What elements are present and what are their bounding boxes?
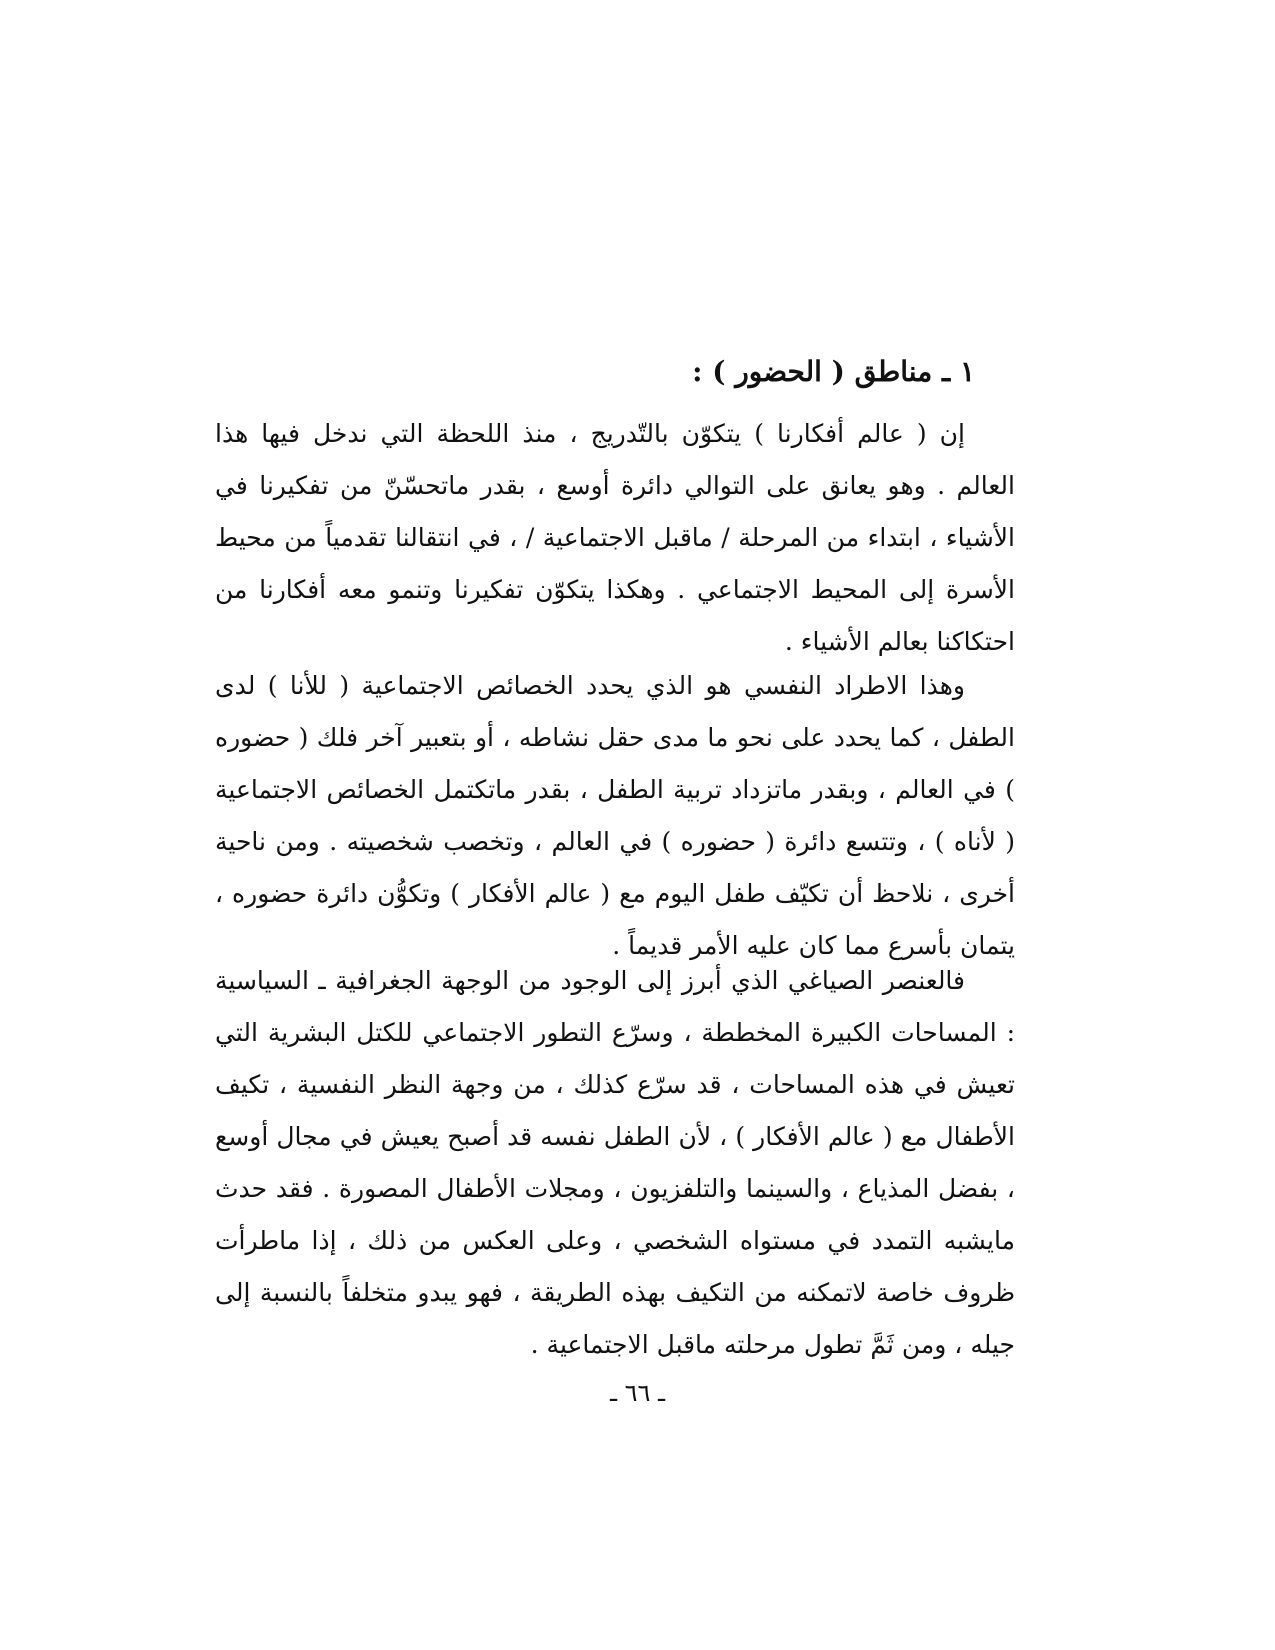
- section-heading: ١ ـ مناطق ( الحضور ) :: [692, 355, 975, 388]
- paragraph-1: إن ( عالم أفكارنا ) يتكوّن بالتّدريج ، منذ اللحظة التي ندخل فيها هذا العالم . وهو يعانق على التوالي دائرة أوسع ، بقدر ماتحسّنّ من تفكيرنا في الأشياء ، ابتداء من المرحلة / ماقبل الاجتماعية / ، في انتقالنا تقدمياً من محيط الأسرة إلى المحيط الاجتماعي . وهكذا يتكوّن تفكيرنا وتنمو معه أفكارنا من احتكاكنا بعالم الأشياء .: [215, 419, 1015, 656]
- page-number: ـ ٦٦ ـ: [609, 1379, 666, 1407]
- paragraph-3: فالعنصر الصياغي الذي أبرز إلى الوجود من الوجهة الجغرافية ـ السياسية : المساحات الكبيرة المخططة ، وسرّع التطور الاجتماعي للكتل البشرية التي تعيش في هذه المساحات ، قد سرّع كذلك ، من وجهة النظر النفسية ، تكيف الأطفال مع ( عالم الأفكار ) ، لأن الطفل نفسه قد أصبح يعيش في مجال أوسع ، بفضل المذياع ، والسينما والتلفزيون ، ومجلات الأطفال المصورة . فقد حدث مايشبه التمدد في مستواه الشخصي ، وعلى العكس من ذلك ، إذا ماطرأت ظروف خاصة لاتمكنه من التكيف بهذه الطريقة ، فهو يبدو متخلفاً بالنسبة إلى جيله ، ومن ثَمَّ تطول مرحلته ماقبل الاجتماعية .: [215, 966, 1015, 1359]
- paragraph-2: وهذا الاطراد النفسي هو الذي يحدد الخصائص الاجتماعية ( للأنا ) لدى الطفل ، كما يحدد على نحو ما مدى حقل نشاطه ، أو بتعبير آخر فلك ( حضوره ) في العالم ، وبقدر ماتزداد تربية الطفل ، بقدر ماتكتمل الخصائص الاجتماعية ( لأناه ) ، وتتسع دائرة ( حضوره ) في العالم ، وتخصب شخصيته . ومن ناحية أخرى ، نلاحظ أن تكيّف طفل اليوم مع ( عالم الأفكار ) وتكوُّن دائرة حضوره ، يتمان بأسرع مما كان عليه الأمر قديماً .: [215, 671, 1015, 960]
